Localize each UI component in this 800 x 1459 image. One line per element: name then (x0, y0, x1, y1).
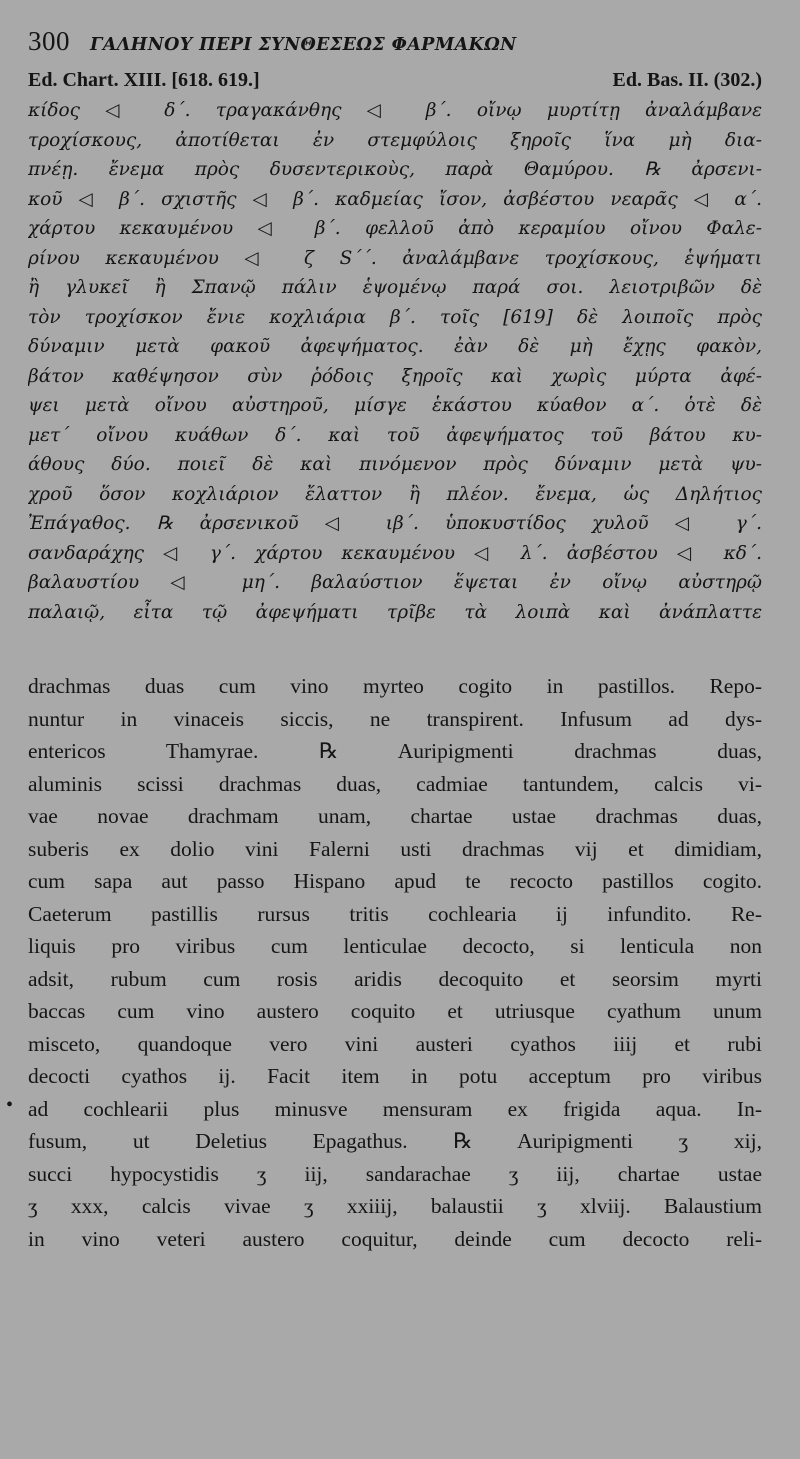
greek-line: χάρτου κεκαυμένου ◁ β΄. φελλοῦ ἀπὸ κεραμίου οἴνου Φαλε- (28, 218, 762, 239)
latin-line: decocti cyathos ij. Facit item in potu acceptum pro viribus (28, 1064, 762, 1088)
greek-line: σανδαράχης ◁ γ΄. χάρτου κεκαυμένου ◁ λ΄. ἀσβέστου ◁ κδ΄. (28, 542, 762, 564)
greek-line: τὸν τροχίσκον ἔνιε κοχλιάρια β΄. τοῖς [619] δὲ λοιποῖς πρὸς (28, 306, 762, 328)
greek-line: δύναμιν μετὰ φακοῦ ἀφεψήματος. ἐὰν δὲ μὴ ἔχῃς φακὸν, (28, 336, 762, 357)
latin-line: misceto, quandoque vero vini austeri cyathos iiij et rubi (28, 1031, 762, 1056)
latin-line: cum sapa aut passo Hispano apud te recocto pastillos cogito. (28, 869, 762, 893)
latin-line: succi hypocystidis ʒ iij, sandarachae ʒ iij, chartae ustae (28, 1161, 762, 1186)
greek-line: άθους δύο. ποιεῖ δὲ καὶ πινόμενον πρὸς δύναμιν μετὰ ψυ- (28, 454, 762, 475)
latin-line: ʒ xxx, calcis vivae ʒ xxiiij, balaustii ʒ xlviij. Balaustium (28, 1194, 762, 1218)
greek-line: πνέῃ. ἔνεμα πρὸς δυσεντερικοὺς, παρὰ Θαμύρου. ℞ ἀρσενι- (28, 159, 762, 180)
margin-mark: • (6, 1094, 14, 1116)
latin-line: in vino veteri austero coquitur, deinde cum decocto reli- (28, 1226, 762, 1251)
latin-line: entericos Thamyrae. ℞ Auripigmenti drachmas duas, (28, 739, 762, 763)
latin-line: adsit, rubum cum rosis aridis decoquito et seorsim myrti (28, 966, 762, 991)
greek-line: ρίνου κεκαυμένου ◁ ζ S΄΄. ἀναλάμβανε τροχίσκους, ἑψήματι (28, 247, 762, 269)
latin-text-block (28, 670, 762, 1255)
greek-line: παλαιῷ, εἶτα τῷ ἀφεψήματι τρῖβε τὰ λοιπὰ καὶ ἀνάπλαττε (28, 601, 762, 623)
latin-line: suberis ex dolio vini Falerni usti drachmas vij et dimidiam, (28, 836, 762, 861)
running-title: ΓΑΛΗΝΟΥ ΠΕΡΙ ΣΥΝΘΕΣΕΩΣ ΦΑΡΜΑΚΩΝ (90, 35, 517, 55)
running-head (28, 26, 762, 66)
latin-line: Caeterum pastillis rursus tritis cochlearia ij infundito. Re- (28, 901, 762, 926)
greek-line: βάτον καθέψησον σὺν ῥόδοις ξηροῖς καὶ χωρὶς μύρτα ἀφέ- (28, 365, 762, 387)
greek-line: Ἐπάγαθος. ℞ ἀρσενικοῦ ◁ ιβ΄. ὑποκυστίδος χυλοῦ ◁ γ΄. (28, 513, 762, 534)
latin-line: nuntur in vinaceis siccis, ne transpirent. Infusum ad dys- (28, 706, 762, 731)
edition-reference-line (28, 66, 762, 94)
greek-line: κίδος ◁ δ΄. τραγακάνθης ◁ β΄. οἴνῳ μυρτίτῃ ἀναλάμβανε (28, 100, 762, 121)
latin-line: fusum, ut Deletius Epagathus. ℞ Auripigmenti ʒ xij, (28, 1129, 762, 1153)
greek-line: τροχίσκους, ἀποτίθεται ἐν στεμφύλοις ξηροῖς ἵνα μὴ δια- (28, 129, 762, 151)
greek-line: βαλαυστίου ◁ μη΄. βαλαύστιον ἕψεται ἐν οἴνῳ αὐστηρῷ (28, 572, 762, 593)
latin-line: vae novae drachmam unam, chartae ustae drachmas duas, (28, 804, 762, 828)
greek-line: ἢ γλυκεῖ ἢ Σπανῷ πάλιν ἑψομένῳ παρά σοι. λειοτριβῶν δὲ (28, 277, 762, 298)
page-number: 300 (28, 26, 70, 56)
greek-line: ψει μετὰ οἴνου αὐστηροῦ, μίσγε ἑκάστου κύαθον α΄. ὁτὲ δὲ (28, 395, 762, 416)
greek-text-block (28, 96, 762, 627)
latin-line: drachmas duas cum vino myrteo cogito in pastillos. Repo- (28, 674, 762, 698)
edition-reference-left: Ed. Chart. XIII. [618. 619.] (28, 69, 260, 91)
edition-reference-right: Ed. Bas. II. (302.) (612, 69, 762, 91)
latin-line: baccas cum vino austero coquito et utriusque cyathum unum (28, 999, 762, 1023)
latin-line: ad cochlearii plus minusve mensuram ex frigida aqua. In- (28, 1096, 762, 1121)
greek-line: μετ΄ οἴνου κυάθων δ΄. καὶ τοῦ ἀφεψήματος τοῦ βάτου κυ- (28, 424, 762, 446)
latin-line: liquis pro viribus cum lenticulae decocto, si lenticula non (28, 934, 762, 958)
greek-line: χροῦ ὅσον κοχλιάριον ἔλαττον ἢ πλέον. ἔνεμα, ὡς Δηλήτιος (28, 483, 762, 505)
latin-line: aluminis scissi drachmas duas, cadmiae tantundem, calcis vi- (28, 771, 762, 796)
greek-line: κοῦ ◁ β΄. σχιστῆς ◁ β΄. καδμείας ἴσον, ἀσβέστου νεαρᾶς ◁ α΄. (28, 188, 762, 210)
